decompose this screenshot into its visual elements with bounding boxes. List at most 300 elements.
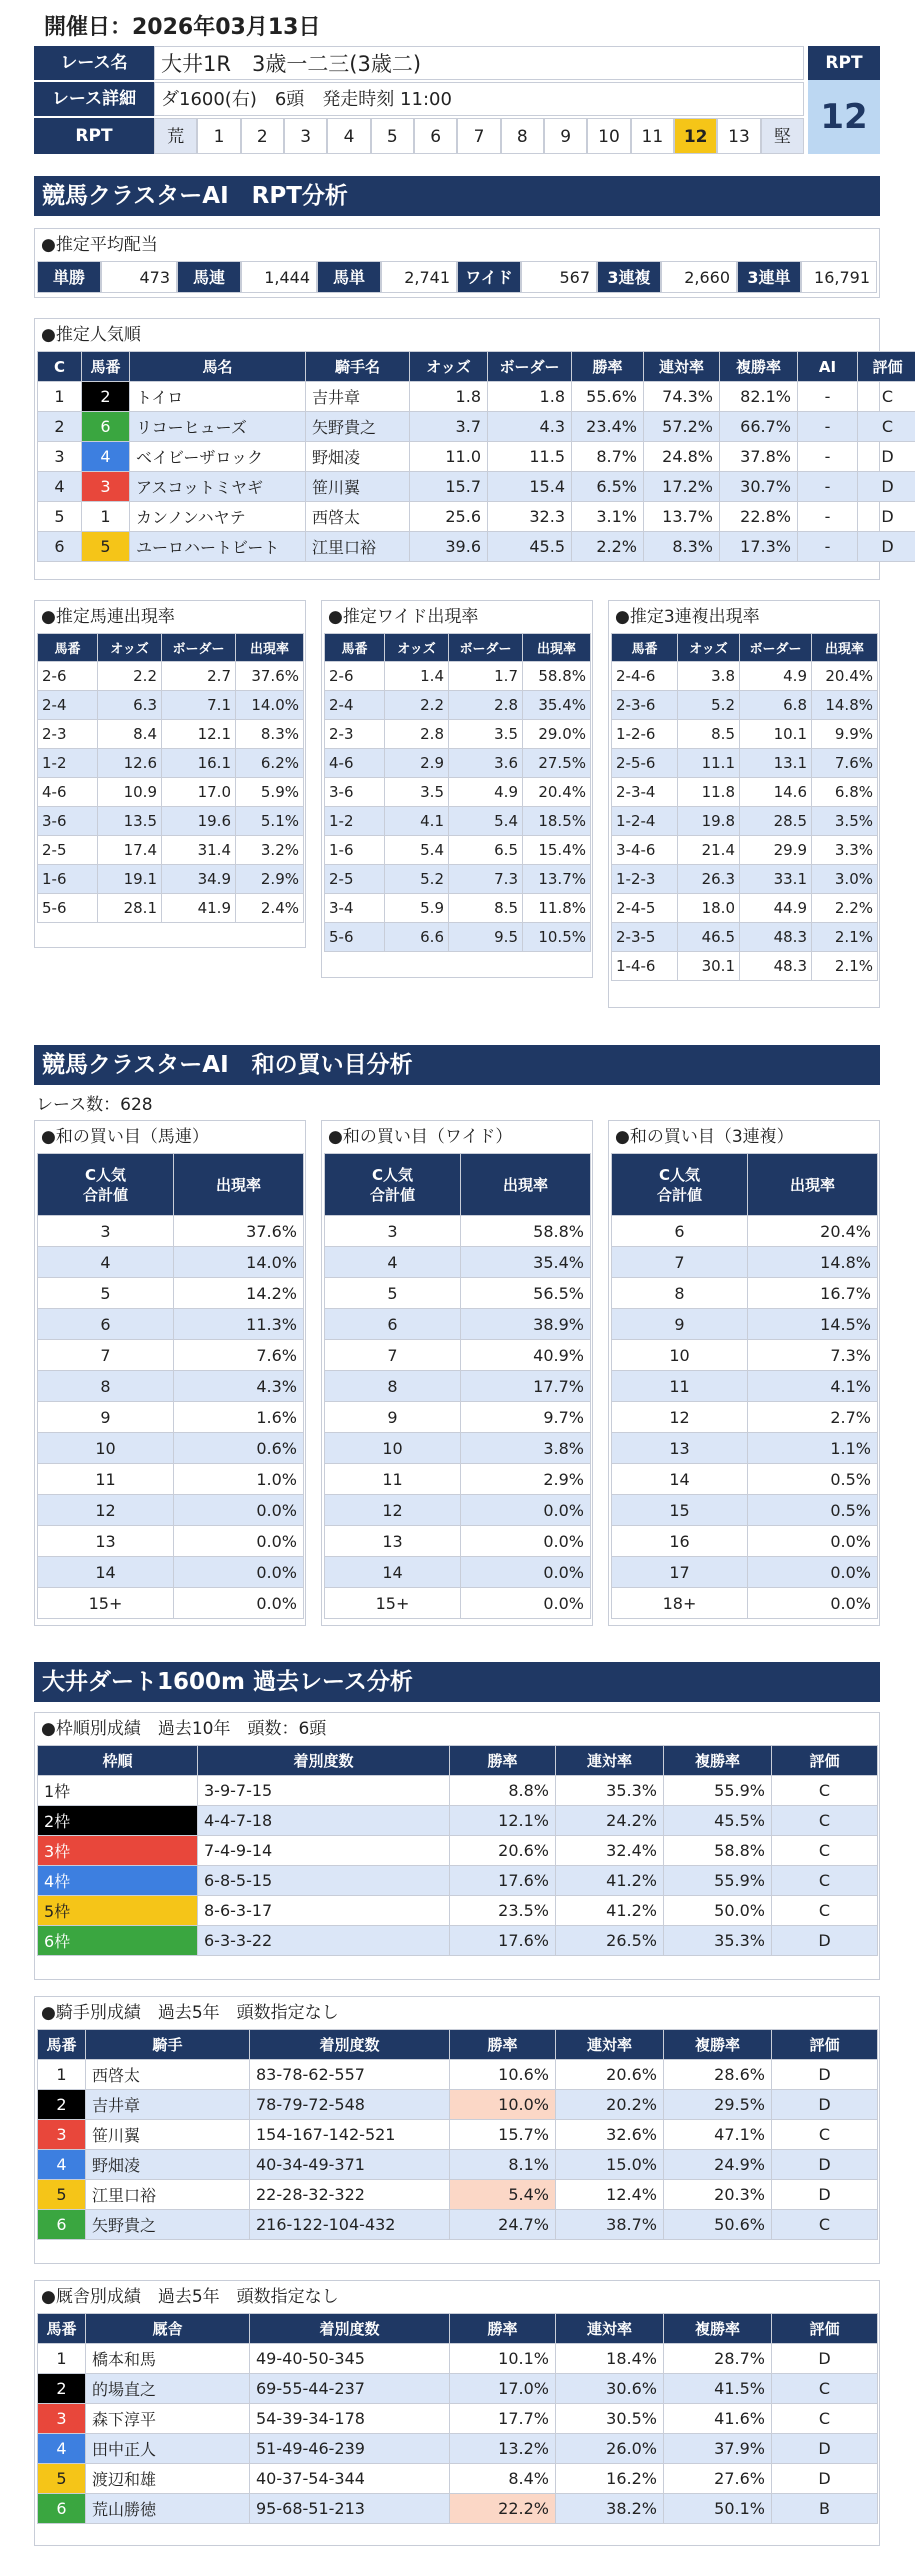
popular-cell: 39.6 [410,532,488,562]
umaren-cell: 4-6 [38,778,98,807]
sum-row [612,1278,878,1309]
sum-title: ●和の買い目（馬連） [41,1127,209,1147]
sum-value: 11 [612,1371,748,1402]
trio-row [612,720,878,749]
trio-cell: 2.2% [812,894,878,923]
jockey-title: ●騎手別成績 過去5年 頭数指定なし [41,2003,339,2023]
frame-cell: 7-4-9-14 [198,1836,450,1866]
rpt-scale-cell: 2 [241,118,284,154]
popular-cell: 1.8 [488,382,572,412]
sum-rate: 40.9% [461,1340,591,1371]
jockey-header: 騎手 [86,2030,250,2060]
horse-number-cell: 3 [38,2120,86,2150]
sum-row [612,1402,878,1433]
umaren-cell: 2-4 [38,691,98,720]
umaren-cell: 2.9% [236,865,304,894]
umaren-cell: 6.2% [236,749,304,778]
rpt-scale-cell: 1 [197,118,240,154]
frame-cell: 8.8% [450,1776,556,1806]
trainer-cell: 30.6% [556,2374,664,2404]
umaren-row [38,778,304,807]
trainer-header: 連対率 [556,2314,664,2344]
umaren-row [38,894,304,923]
payout-key: ワイド [457,261,521,293]
sum-value: 11 [38,1464,174,1495]
payout-value: 16,791 [801,261,877,293]
wide-row [325,749,591,778]
frame-cell: C [772,1776,878,1806]
trainer-header: 着別度数 [250,2314,450,2344]
umaren-cell: 41.9 [162,894,236,923]
sum-value: 8 [612,1278,748,1309]
umaren-cell: 13.5 [98,807,162,836]
sum-rate: 7.6% [174,1340,304,1371]
rpt-scale-cell: 荒 [154,118,197,154]
frame-cell: 20.6% [450,1836,556,1866]
sum-row [325,1464,591,1495]
jockey-cell: 10.6% [450,2060,556,2090]
frame-row [38,1896,878,1926]
sum-rate: 9.7% [461,1402,591,1433]
trio-header: ボーダー [740,634,812,662]
trainer-cell: 8.4% [450,2464,556,2494]
jockey-header: 馬番 [38,2030,86,2060]
jockey-cell: 28.6% [664,2060,772,2090]
trainer-row [38,2404,878,2434]
frame-header-row [38,1746,878,1776]
frame-header: 着別度数 [198,1746,450,1776]
trio-cell: 1-2-4 [612,807,678,836]
wide-cell: 9.5 [449,923,523,952]
sum-value: 13 [38,1526,174,1557]
popular-cell: 13.7% [644,502,720,532]
popular-row [38,502,915,532]
wide-cell: 3-6 [325,778,385,807]
trio-cell: 1-4-6 [612,952,678,981]
sum-title: ●和の買い目（ワイド） [328,1127,513,1147]
frame-number-cell: 1枠 [38,1776,198,1806]
sum-header-line2: 合計値 [656,1185,702,1204]
wide-cell: 1.7 [449,662,523,691]
sum-rate: 0.0% [174,1588,304,1619]
wide-cell: 1-6 [325,836,385,865]
wide-cell: 1-2 [325,807,385,836]
umaren-cell: 2.4% [236,894,304,923]
popular-cell: 吉井章 [306,382,410,412]
sum-header-sum [38,1154,174,1216]
sum-header-line1: C人気 [658,1165,700,1184]
sum-header-sum [612,1154,748,1216]
wide-cell: 3.6 [449,749,523,778]
popular-cell: ベイビーザロック [130,442,306,472]
sum-value: 14 [325,1557,461,1588]
sum-rate: 3.8% [461,1433,591,1464]
sum-rate: 0.5% [748,1495,878,1526]
frame-header: 枠順 [38,1746,198,1776]
frame-cell: 6-8-5-15 [198,1866,450,1896]
sum-value: 11 [325,1464,461,1495]
wide-cell: 2.9 [385,749,449,778]
race-name-label: レース名 [34,46,154,80]
popular-cell: 22.8% [720,502,798,532]
trainer-row [38,2374,878,2404]
jockey-cell: 78-79-72-548 [250,2090,450,2120]
trainer-cell: 森下淳平 [86,2404,250,2434]
sum-rate: 4.3% [174,1371,304,1402]
trainer-cell: 49-40-50-345 [250,2344,450,2374]
umaren-cell: 17.4 [98,836,162,865]
race-course: ダ1600(右) [161,89,257,110]
trainer-cell: 51-49-46-239 [250,2434,450,2464]
umaren-cell: 5-6 [38,894,98,923]
trainer-cell: C [772,2374,878,2404]
frame-header: 連対率 [556,1746,664,1776]
trainer-header-row [38,2314,878,2344]
wide-cell: 7.3 [449,865,523,894]
sum-row [612,1216,878,1247]
frame-cell: C [772,1896,878,1926]
popular-table [37,351,915,562]
sum-rate: 20.4% [748,1216,878,1247]
wide-cell: 18.5% [523,807,591,836]
wide-row [325,923,591,952]
popular-cell: 17.3% [720,532,798,562]
trio-row [612,778,878,807]
jockey-cell: 216-122-104-432 [250,2210,450,2240]
jockey-cell: C [772,2120,878,2150]
jockey-cell: D [772,2060,878,2090]
wide-cell: 8.5 [449,894,523,923]
sum-header-row [325,1154,591,1216]
trio-row [612,662,878,691]
wide-cell: 4.1 [385,807,449,836]
sum-table [37,1153,304,1619]
frame-cell: 8-6-3-17 [198,1896,450,1926]
sum-row [325,1588,591,1619]
umaren-header: オッズ [98,634,162,662]
popular-cell: リコーヒューズ [130,412,306,442]
trio-cell: 21.4 [678,836,740,865]
umaren-cell: 28.1 [98,894,162,923]
umaren-cell: 12.6 [98,749,162,778]
wide-cell: 27.5% [523,749,591,778]
trio-cell: 2-4-6 [612,662,678,691]
trio-cell: 2.1% [812,923,878,952]
jockey-cell: 50.6% [664,2210,772,2240]
jockey-cell: 20.2% [556,2090,664,2120]
sum-row [38,1495,304,1526]
sum-header-rate: 出現率 [748,1154,878,1216]
wide-row [325,865,591,894]
sum-rate: 1.6% [174,1402,304,1433]
wide-row [325,836,591,865]
popular-cell: 4.3 [488,412,572,442]
frame-cell: D [772,1926,878,1956]
popular-cell: 57.2% [644,412,720,442]
umaren-cell: 7.1 [162,691,236,720]
payout-key: 3連複 [597,261,661,293]
sum-value: 12 [612,1402,748,1433]
trainer-cell: 的場直之 [86,2374,250,2404]
jockey-header-row [38,2030,878,2060]
sum-rate: 14.0% [174,1247,304,1278]
sum-row [325,1402,591,1433]
trio-cell: 3.5% [812,807,878,836]
wide-cell: 10.5% [523,923,591,952]
jockey-cell: 38.7% [556,2210,664,2240]
umaren-title: ●推定馬連出現率 [41,607,175,627]
sum-header-line1: C人気 [84,1165,126,1184]
frame-number-cell: 2枠 [38,1806,198,1836]
popular-cell: 15.4 [488,472,572,502]
jockey-row [38,2120,878,2150]
wide-title: ●推定ワイド出現率 [328,607,479,627]
sum-value: 16 [612,1526,748,1557]
popular-cell: - [798,412,858,442]
trio-row [612,691,878,720]
jockey-cell: 20.3% [664,2180,772,2210]
popular-row [38,472,915,502]
sum-rate: 7.3% [748,1340,878,1371]
wide-header: ボーダー [449,634,523,662]
frame-cell: 26.5% [556,1926,664,1956]
wide-cell: 2-3 [325,720,385,749]
sum-rate: 0.0% [174,1557,304,1588]
umaren-cell: 8.3% [236,720,304,749]
frame-cell: 24.2% [556,1806,664,1836]
frame-cell: 12.1% [450,1806,556,1836]
sum-rate: 37.6% [174,1216,304,1247]
frame-number-cell: 6枠 [38,1926,198,1956]
frame-header: 複勝率 [664,1746,772,1776]
wide-cell: 29.0% [523,720,591,749]
umaren-cell: 12.1 [162,720,236,749]
sum-rate: 0.0% [174,1495,304,1526]
jockey-cell: 32.6% [556,2120,664,2150]
jockey-cell: 野畑凌 [86,2150,250,2180]
sum-rate: 14.8% [748,1247,878,1278]
sum-value: 13 [325,1526,461,1557]
jockey-cell: 29.5% [664,2090,772,2120]
wide-cell: 2.8 [449,691,523,720]
wide-cell: 5-6 [325,923,385,952]
sum-rate: 0.0% [748,1557,878,1588]
popular-cell: D [858,532,915,562]
wide-header: オッズ [385,634,449,662]
jockey-cell: 5.4% [450,2180,556,2210]
popular-cell: 25.6 [410,502,488,532]
trio-row [612,952,878,981]
jockey-cell: 12.4% [556,2180,664,2210]
popular-cell: カンノンハヤテ [130,502,306,532]
sum-row [612,1495,878,1526]
sum-rate: 17.7% [461,1371,591,1402]
sum-header-line2: 合計値 [82,1185,128,1204]
sum-table [324,1153,591,1619]
sum-value: 8 [325,1371,461,1402]
sum-value: 3 [325,1216,461,1247]
umaren-cell: 14.0% [236,691,304,720]
payout-value: 473 [101,261,177,293]
umaren-cell: 19.6 [162,807,236,836]
popular-cell: 11.5 [488,442,572,472]
horse-number-cell: 4 [38,2434,86,2464]
sum-rate: 0.0% [748,1588,878,1619]
sum-rate: 2.7% [748,1402,878,1433]
sum-value: 12 [325,1495,461,1526]
sum-row [325,1371,591,1402]
trainer-cell: 渡辺和雄 [86,2464,250,2494]
jockey-cell: 10.0% [450,2090,556,2120]
wide-row [325,778,591,807]
popular-cell: ユーロハートビート [130,532,306,562]
jockey-header: 連対率 [556,2030,664,2060]
jockey-cell: 40-34-49-371 [250,2150,450,2180]
wide-cell: 11.8% [523,894,591,923]
payout-key: 3連単 [737,261,801,293]
jockey-box [34,1996,880,2264]
sum-header-row [612,1154,878,1216]
trio-cell: 20.4% [812,662,878,691]
payout-key: 単勝 [37,261,101,293]
wide-cell: 5.9 [385,894,449,923]
frame-cell: 32.4% [556,1836,664,1866]
section-past-title: 大井ダート1600m 過去レース分析 [34,1662,880,1702]
sum-row [612,1557,878,1588]
trainer-table [37,2313,878,2524]
payout-value: 2,741 [381,261,457,293]
jockey-cell: 15.7% [450,2120,556,2150]
horse-number-cell: 6 [82,412,130,442]
trio-cell: 19.8 [678,807,740,836]
sum-row [612,1464,878,1495]
sum-rate: 11.3% [174,1309,304,1340]
popular-cell: 矢野貴之 [306,412,410,442]
trainer-row [38,2434,878,2464]
horse-number-cell: 1 [38,2344,86,2374]
jockey-table [37,2029,878,2240]
sum-row [325,1495,591,1526]
popular-cell: 6.5% [572,472,644,502]
horse-number-cell: 1 [82,502,130,532]
sum-value: 4 [325,1247,461,1278]
popular-box [34,318,903,580]
sum-header-row [38,1154,304,1216]
sum-row [38,1247,304,1278]
trainer-header: 評価 [772,2314,878,2344]
umaren-cell: 10.9 [98,778,162,807]
frame-cell: 45.5% [664,1806,772,1836]
trainer-cell: 54-39-34-178 [250,2404,450,2434]
sum-row [325,1278,591,1309]
rpt-scale-cell: 9 [544,118,587,154]
sum-value: 6 [38,1309,174,1340]
wide-cell: 3-4 [325,894,385,923]
popular-row [38,382,915,412]
race-header [34,46,880,154]
trainer-cell: 17.0% [450,2374,556,2404]
umaren-cell: 37.6% [236,662,304,691]
trainer-cell: 95-68-51-213 [250,2494,450,2524]
horse-number-cell: 2 [38,2090,86,2120]
popular-cell: 3 [38,442,82,472]
trainer-cell: 13.2% [450,2434,556,2464]
popular-header: 連対率 [644,352,720,382]
sum-row [325,1526,591,1557]
popular-cell: トイロ [130,382,306,412]
trio-cell: 48.3 [740,952,812,981]
jockey-cell: D [772,2180,878,2210]
popular-header: 騎手名 [306,352,410,382]
trio-box [608,600,880,1008]
jockey-cell: 笹川翼 [86,2120,250,2150]
frame-number-cell: 3枠 [38,1836,198,1866]
popular-cell: 5 [38,502,82,532]
rpt-scale-cell: 13 [717,118,760,154]
wide-cell: 2-5 [325,865,385,894]
sum-value: 13 [612,1433,748,1464]
trainer-header: 厩舎 [86,2314,250,2344]
frame-box [34,1712,880,1980]
sum-row [38,1557,304,1588]
popular-cell: 15.7 [410,472,488,502]
trainer-cell: 69-55-44-237 [250,2374,450,2404]
sum-row [612,1340,878,1371]
sum-row [38,1278,304,1309]
sum-rate: 0.0% [174,1526,304,1557]
sum-value: 14 [38,1557,174,1588]
trio-cell: 33.1 [740,865,812,894]
popular-cell: 74.3% [644,382,720,412]
frame-header: 評価 [772,1746,878,1776]
sum-header-rate: 出現率 [461,1154,591,1216]
trio-cell: 46.5 [678,923,740,952]
sum-rate: 58.8% [461,1216,591,1247]
popular-cell: 8.7% [572,442,644,472]
jockey-cell: 15.0% [556,2150,664,2180]
trainer-cell: 28.7% [664,2344,772,2374]
race-detail [154,82,804,116]
wide-cell: 15.4% [523,836,591,865]
trainer-cell: 26.0% [556,2434,664,2464]
sum-rate: 0.6% [174,1433,304,1464]
popular-header: AI [798,352,858,382]
sum-row [325,1433,591,1464]
jockey-cell: 83-78-62-557 [250,2060,450,2090]
trio-cell: 2-4-5 [612,894,678,923]
sum-row [612,1526,878,1557]
jockey-header: 着別度数 [250,2030,450,2060]
popular-cell: 37.8% [720,442,798,472]
popular-cell: 17.2% [644,472,720,502]
popular-cell: - [798,382,858,412]
horse-number-cell: 2 [82,382,130,412]
umaren-cell: 2-5 [38,836,98,865]
umaren-cell: 2.7 [162,662,236,691]
popular-cell: - [798,442,858,472]
popular-cell: 66.7% [720,412,798,442]
popular-cell: 野畑凌 [306,442,410,472]
popular-cell: 1 [38,382,82,412]
jockey-cell: 西啓太 [86,2060,250,2090]
section-rpt-title: 競馬クラスターAI RPT分析 [34,176,880,216]
popular-cell: - [798,532,858,562]
popular-header: ボーダー [488,352,572,382]
sum-value: 14 [612,1464,748,1495]
wide-table [324,633,591,952]
frame-row [38,1926,878,1956]
sum-row [612,1371,878,1402]
